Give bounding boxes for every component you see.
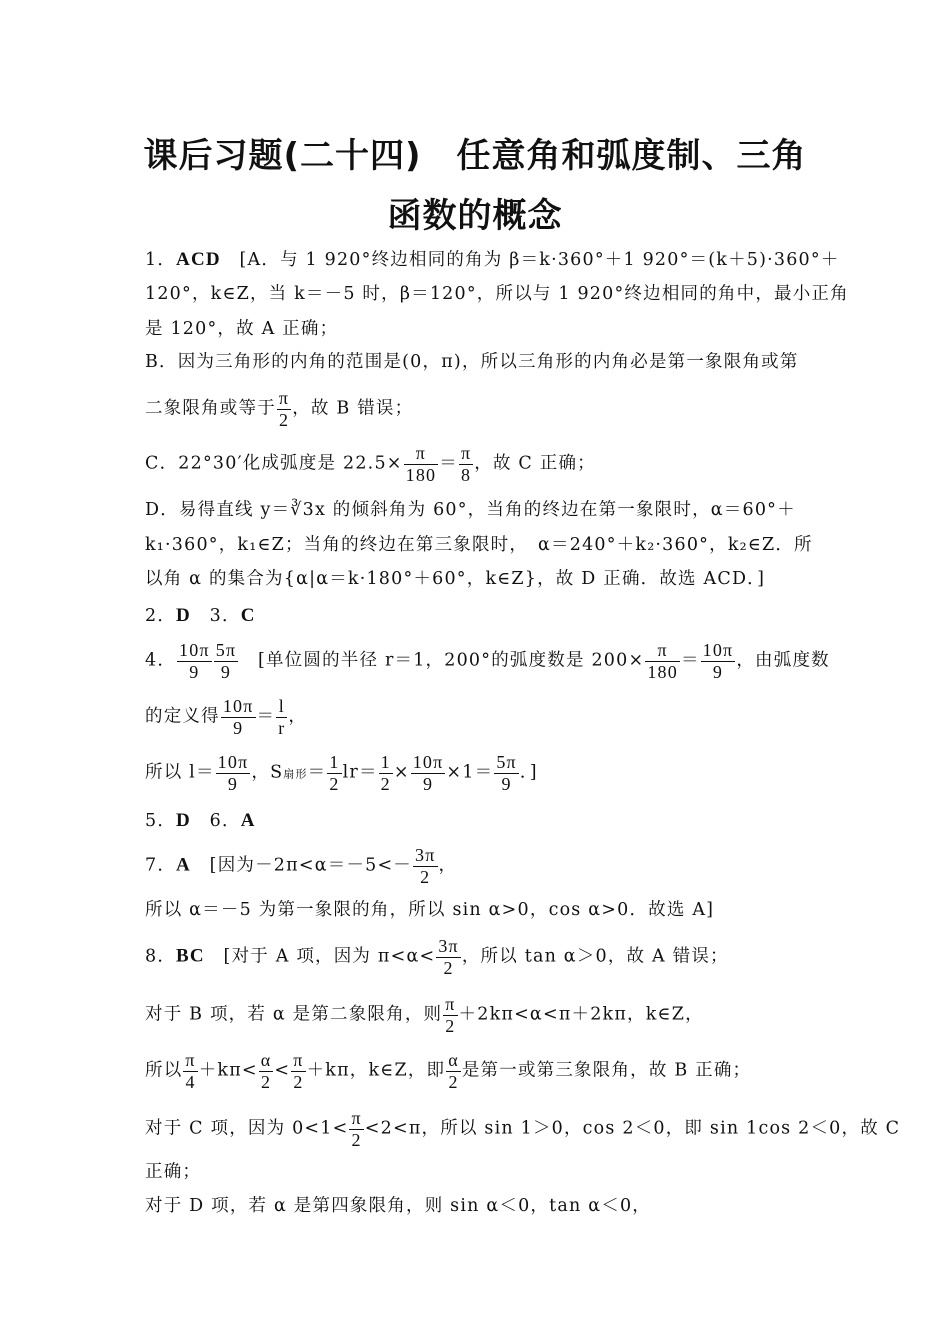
q8-line4: 对于 C 项，因为 0<1< $\frac{\pi}{2}$ <2<π，所以 sin 1＞0，cos 2＜0，即 sin 1cos 2＜0，故 C — [145, 1108, 901, 1150]
q1-answer: ACD — [176, 249, 221, 270]
fraction: $\frac{10\pi}{9}$ — [412, 752, 444, 794]
fraction: $\frac{l}{r}$ — [278, 696, 286, 738]
fraction: $\frac{\pi}{2}$ — [278, 388, 290, 430]
q5-answer: D — [176, 810, 191, 831]
fraction: $\frac{3\pi}{2}$ — [438, 936, 459, 978]
q1-line6: C．22°30′化成弧度是 22.5× $\frac{\pi}{180}$ ＝ $\frac{\pi}{8}$ ，故 C 正确； — [145, 443, 596, 485]
fraction: $\frac{\alpha}{2}$ — [448, 1050, 459, 1092]
fraction: $\frac{1}{2}$ — [329, 752, 340, 794]
q7-answer: A — [176, 854, 191, 876]
fraction: $\frac{\pi}{180}$ — [405, 443, 437, 485]
fraction: $\frac{3\pi}{2}$ — [415, 845, 436, 887]
q3-answer: C — [240, 605, 256, 626]
q8-answer: BC — [176, 945, 205, 967]
q1-line9: 以角 α 的集合为{α|α＝k·180°＋60°，k∈Z}，故 D 正确．故选 ACD．] — [145, 569, 766, 589]
q1-line3: 是 120°，故 A 正确； — [145, 319, 339, 339]
fraction: $\frac{10\pi}{9}$ — [217, 752, 249, 794]
fraction: $\frac{10\pi}{9}$ — [222, 696, 254, 738]
fraction: $\frac{\pi}{2}$ — [445, 994, 456, 1036]
page-title: 课后习题(二十四) 任意角和弧度制、三角 — [143, 136, 807, 176]
fraction: $\frac{5\pi}{9}$ — [496, 752, 517, 794]
cube-root-symbol: ∛ — [290, 500, 303, 520]
fraction: $\frac{10\pi}{9}$ — [702, 640, 734, 682]
fraction: $\frac{10\pi}{9}$ — [179, 640, 210, 682]
q2-answer: D — [176, 605, 191, 626]
q8-line2: 对于 B 项，若 α 是第二象限角，则 $\frac{\pi}{2}$ ＋2kπ<α<π＋2kπ，k∈Z， — [145, 994, 704, 1036]
q1-line5: 二象限角或等于 $\frac{\pi}{2}$ ，故 B 错误； — [145, 388, 414, 430]
q7-line1: 7．A [因为－2π<α＝－5<－ $\frac{3\pi}{2}$ ， — [145, 845, 458, 887]
fraction: $\frac{\pi}{8}$ — [460, 443, 472, 485]
q8-line3: 所以 $\frac{\pi}{4}$ ＋kπ< $\frac{\alpha}{2}$ < $\frac{\pi}{2}$ ＋kπ，k∈Z，即 $\frac{\alpha}{2}$ 是第一或第三象限角，故 B 正确； — [145, 1050, 752, 1092]
q1-line2: 120°，k∈Z，当 k＝－5 时，β＝120°，所以与 1 920°终边相同的角中，最小正角 — [145, 284, 849, 304]
fraction: $\frac{\pi}{2}$ — [351, 1108, 362, 1150]
q4-line1: 4． $\frac{10\pi}{9}$ $\frac{5\pi}{9}$ [单位圆的半径 r＝1，200°的弧度数是 200× $\frac{\pi}{180}$ ＝ $\frac{10\pi}{9}$ ，由弧度数 — [145, 640, 830, 682]
page-title-line2: 函数的概念 — [387, 196, 563, 236]
fraction: $\frac{\alpha}{2}$ — [260, 1050, 272, 1092]
q4-line3: 所以 l＝ $\frac{10\pi}{9}$ ，S扇形＝ $\frac{1}{2}$ lr＝ $\frac{1}{2}$ × $\frac{10\pi}{9}$ ×1＝ $\frac{5\pi}{9}$ ．] — [145, 752, 538, 794]
q6-answer: A — [240, 810, 256, 831]
q8-line5: 正确； — [145, 1162, 202, 1182]
q1-line4: B．因为三角形的内角的范围是(0，π)，所以三角形的内角必是第一象限角或第 — [145, 352, 799, 372]
subscript: 扇形 — [283, 767, 308, 781]
q1-line8: k₁·360°，k₁∈Z；当角的终边在第三象限时， α＝240°＋k₂·360°，k₂∈Z．所 — [145, 535, 813, 555]
q8-line1: 8．BC [对于 A 项，因为 π<α< $\frac{3\pi}{2}$ ，所以 tan α＞0，故 A 错误； — [145, 936, 729, 978]
q5-q6-line: 5．D 6．A — [145, 810, 256, 831]
fraction: $\frac{5\pi}{9}$ — [215, 640, 237, 682]
q7-line2: 所以 α＝－5 为第一象限的角，所以 sin α>0，cos α>0．故选 A] — [145, 900, 715, 920]
fraction: $\frac{\pi}{180}$ — [647, 640, 678, 682]
fraction: $\frac{1}{2}$ — [380, 752, 391, 794]
q4-line2: 的定义得 $\frac{10\pi}{9}$ ＝ $\frac{l}{r}$ ， — [145, 696, 308, 738]
q8-line6: 对于 D 项，若 α 是第四象限角，则 sin α＜0，tan α＜0， — [145, 1196, 651, 1216]
q1-line7: D．易得直线 y＝∛3x 的倾斜角为 60°，当角的终边在第一象限时，α＝60°＋ — [145, 500, 796, 520]
fraction: $\frac{\pi}{4}$ — [185, 1050, 196, 1092]
fraction: $\frac{\pi}{2}$ — [293, 1050, 304, 1092]
q1-line1: 1．ACD [A．与 1 920°终边相同的角为 β＝k·360°＋1 920°＝(k＋5)·360°＋ — [145, 249, 840, 270]
q2-q3-line: 2．D 3．C — [145, 605, 256, 626]
